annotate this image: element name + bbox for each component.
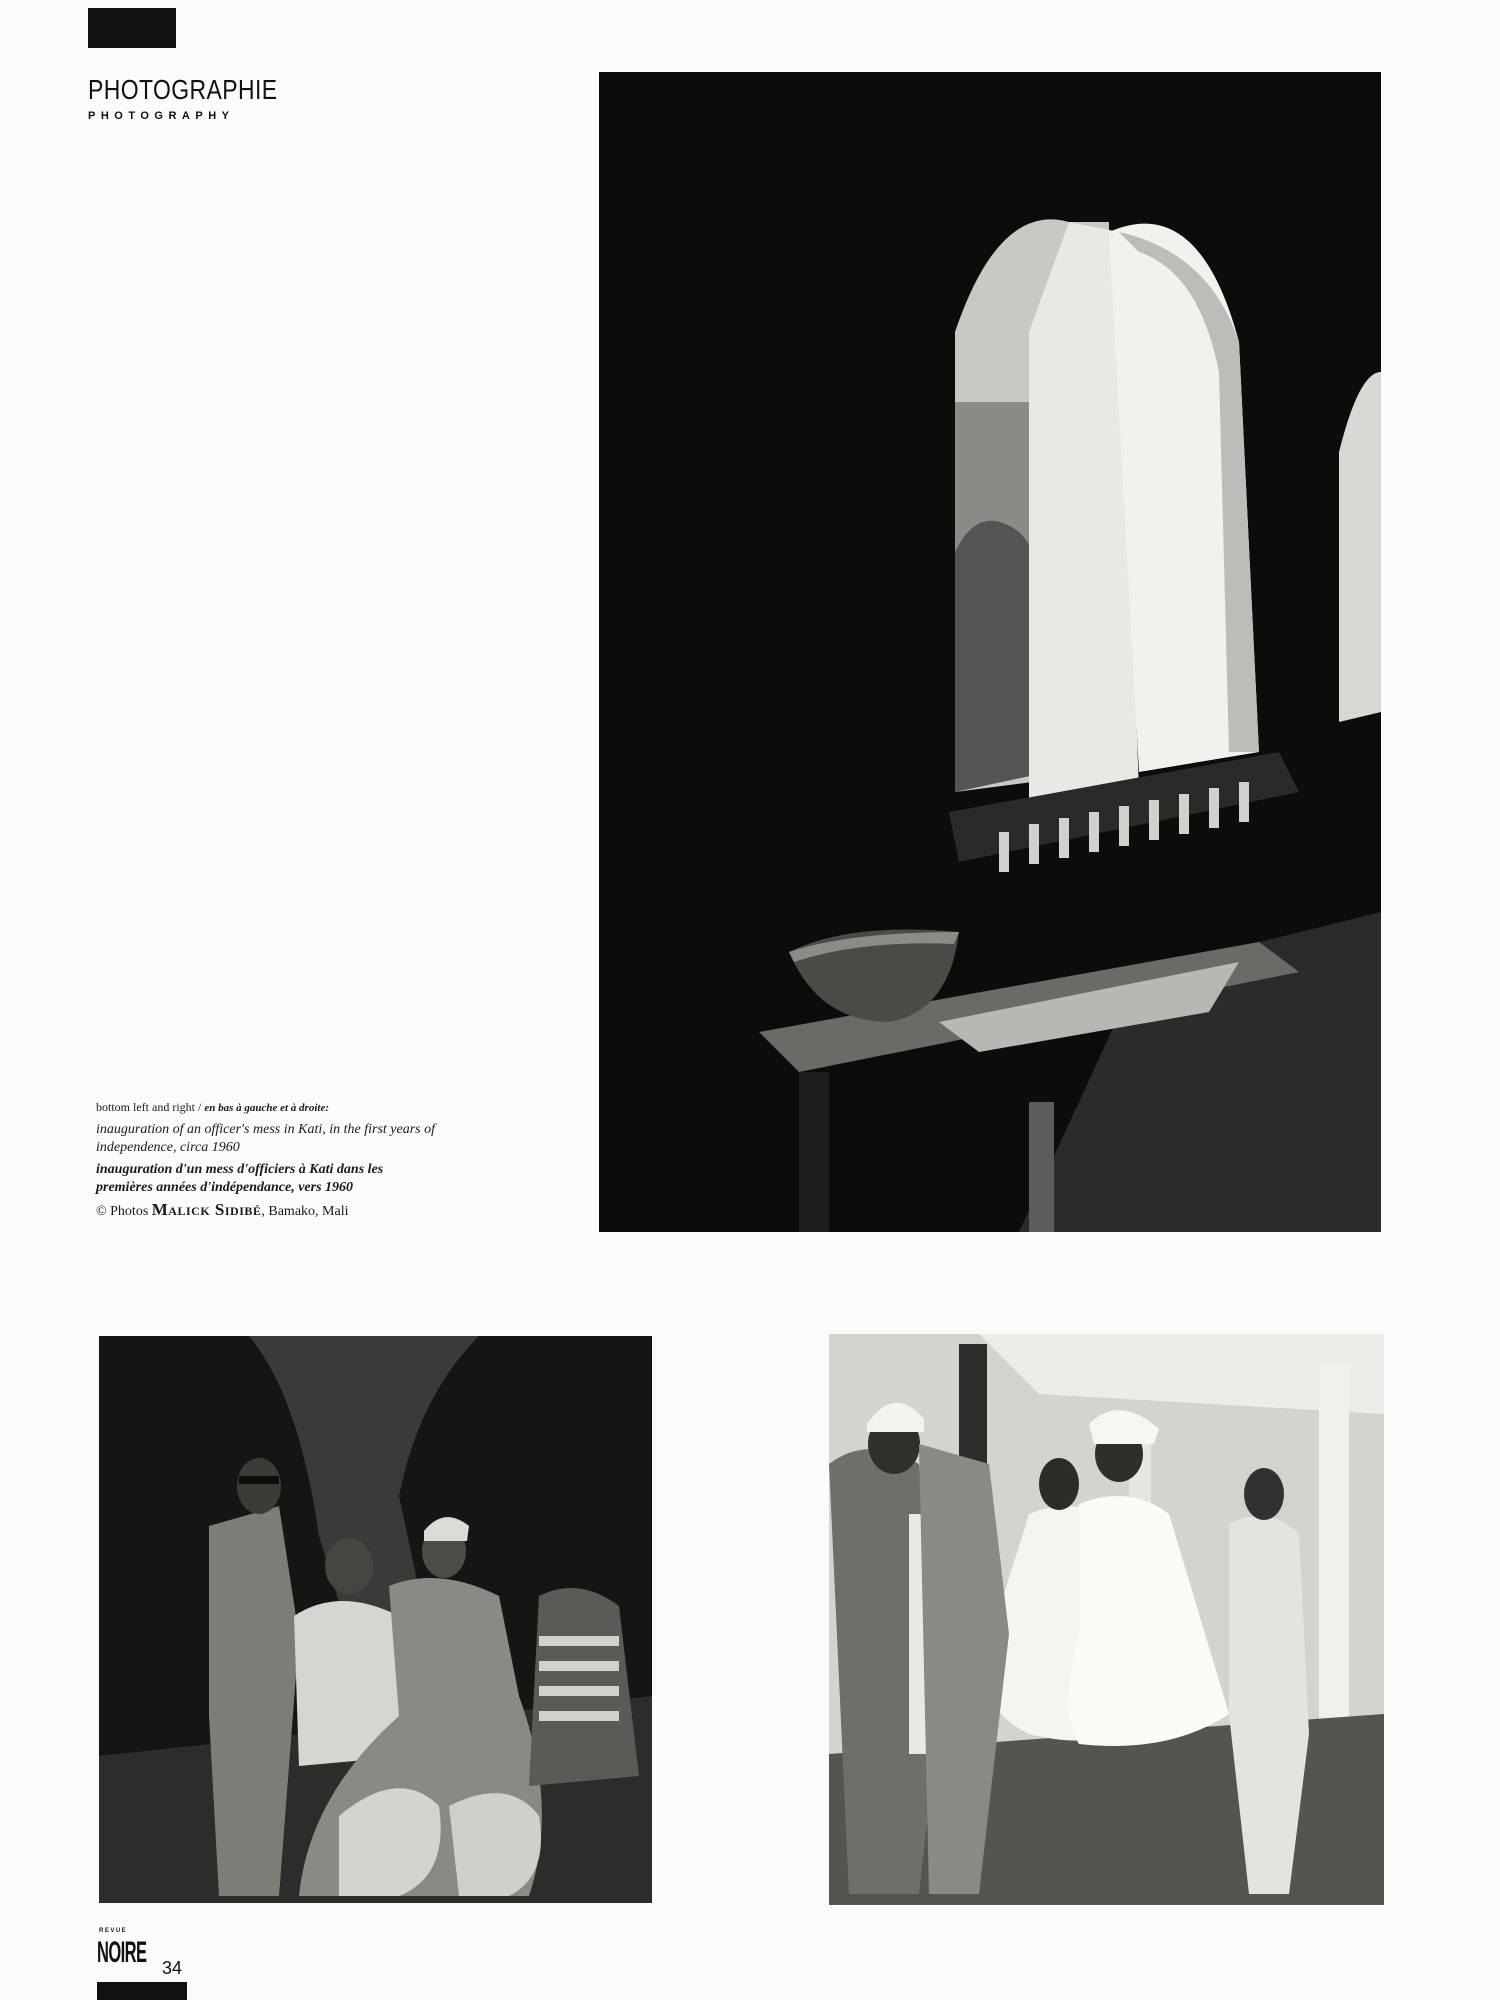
credit-location: , Bamako, Mali (261, 1204, 349, 1219)
caption-position-fr: en bas à gauche et à droite: (204, 1102, 329, 1114)
caption-position-en: bottom left and right (96, 1100, 195, 1114)
photo-dancing-graphic (829, 1334, 1384, 1905)
caption-position (96, 1098, 436, 1117)
magazine-logo-small: REVUE (99, 1928, 128, 1934)
section-title-fr: PHOTOGRAPHIE (88, 74, 278, 105)
photographer-name: Malick Sidibé (151, 1200, 262, 1219)
section-title-en: PHOTOGRAPHY (88, 110, 235, 122)
photo-caption (96, 1098, 436, 1221)
photo-group-portrait-graphic (99, 1336, 652, 1903)
photo-dancing (829, 1334, 1384, 1905)
header-black-tab (88, 8, 176, 48)
footer-black-tab (97, 1982, 187, 2000)
caption-credit (96, 1201, 436, 1221)
caption-text-en: inauguration of an officer's mess in Kati, in the first years of independence, circa 1960 (96, 1122, 435, 1155)
photo-group-portrait (99, 1336, 652, 1903)
caption-separator: / (194, 1100, 205, 1114)
photo-arch-veranda (599, 72, 1381, 1232)
page-number: 34 (162, 1958, 183, 1978)
caption-text-fr: inauguration d'un mess d'officiers à Kati dans les premières années d'indépendance, vers 1960 (96, 1162, 384, 1195)
photo-arch-veranda-graphic (599, 72, 1381, 1232)
magazine-logo: NOIRE (97, 1936, 147, 1969)
credit-prefix: © Photos (96, 1204, 149, 1219)
